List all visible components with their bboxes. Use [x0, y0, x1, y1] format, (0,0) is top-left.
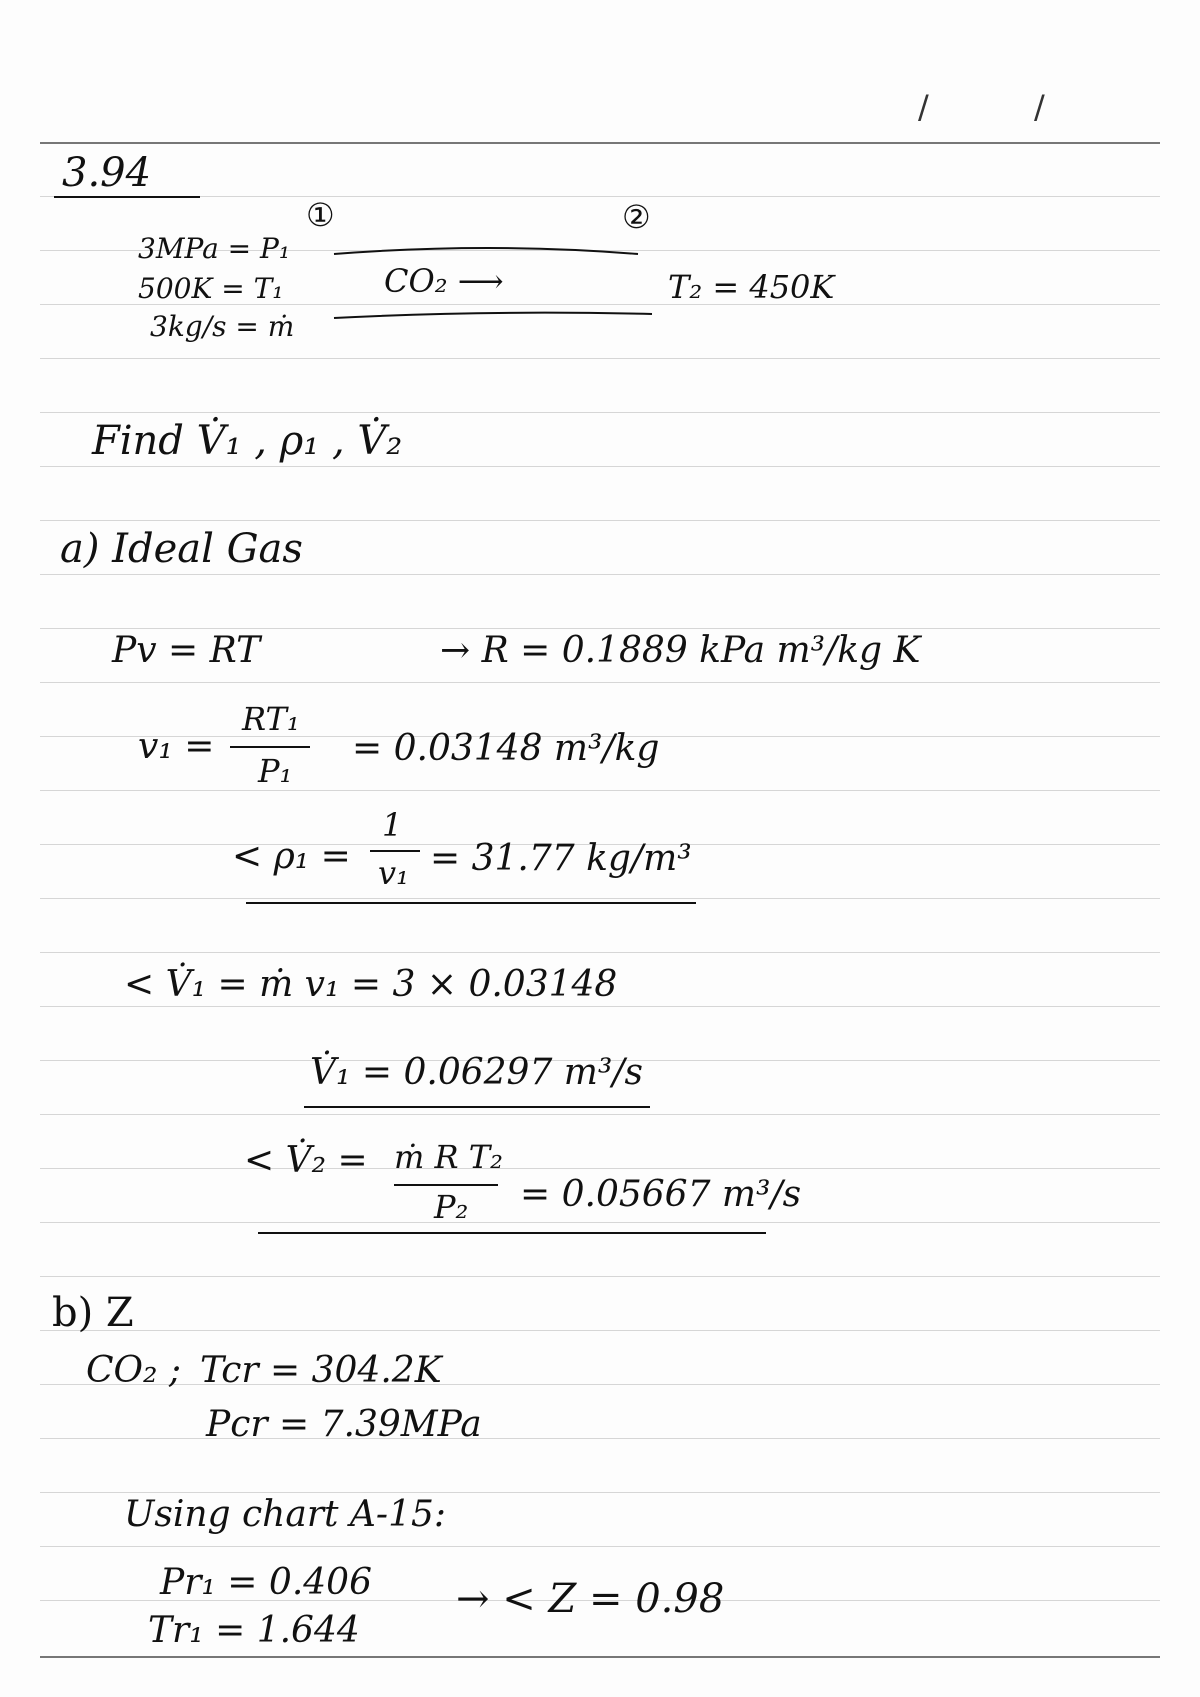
vdot1-underline	[304, 1106, 650, 1108]
rule-line	[40, 358, 1160, 359]
given-temperature: 500K = T₁	[138, 272, 284, 305]
vdot2-result: = 0.05667 m³/s	[520, 1174, 802, 1215]
rule-line	[40, 1492, 1160, 1493]
co2-label: CO₂ ;	[86, 1350, 182, 1391]
density-label: < ρ₁ =	[232, 836, 351, 877]
problem-number: 3.94	[62, 150, 152, 196]
vdot2-fraction-bar	[394, 1184, 498, 1186]
rule-line	[40, 574, 1160, 575]
rule-line	[40, 1330, 1160, 1331]
vdot2-numerator: ṁ R T₂	[394, 1138, 503, 1176]
rule-line	[40, 196, 1160, 197]
state2-marker: ②	[622, 198, 651, 236]
vdot2-underline	[258, 1232, 766, 1234]
rule-line	[40, 952, 1160, 953]
v1-numerator: RT₁	[242, 700, 300, 738]
state1-marker: ①	[306, 196, 335, 234]
find-statement: Find V̇₁ , ρ₁ , V̇₂	[92, 418, 403, 464]
v1-result: = 0.03148 m³/kg	[352, 728, 660, 769]
rule-line	[40, 412, 1160, 413]
flow-label: CO₂ ⟶	[384, 262, 504, 300]
rule-line	[40, 520, 1160, 521]
v1-label: v₁ =	[138, 726, 215, 767]
rule-line	[40, 1222, 1160, 1223]
critical-pressure: Pcr = 7.39MPa	[206, 1404, 482, 1445]
date-slash: /	[918, 88, 929, 126]
v1-denominator: P₁	[258, 752, 293, 790]
density-denominator: v₁	[378, 854, 409, 892]
given-pressure: 3MPa = P₁	[138, 232, 291, 265]
vdot1-equation: < V̇₁ = ṁ v₁ = 3 × 0.03148	[124, 964, 618, 1005]
reduced-pressure: Pr₁ = 0.406	[160, 1562, 372, 1603]
footer-rule	[40, 1656, 1160, 1658]
outlet-temperature: T₂ = 450K	[668, 268, 835, 306]
density-fraction-bar	[370, 850, 420, 852]
rule-line	[40, 682, 1160, 683]
density-numerator: 1	[382, 806, 403, 844]
compressibility-result: → < Z = 0.98	[456, 1576, 725, 1622]
v1-fraction-bar	[230, 746, 310, 748]
density-underline	[246, 902, 696, 904]
vdot2-label: < V̇₂ =	[244, 1140, 368, 1181]
rule-line	[40, 466, 1160, 467]
date-slash: /	[1034, 88, 1045, 126]
part-a-heading: a) Ideal Gas	[60, 526, 303, 572]
rule-line	[40, 628, 1160, 629]
chart-reference: Using chart A-15:	[124, 1494, 447, 1535]
rule-line	[40, 1546, 1160, 1547]
rule-line	[40, 1168, 1160, 1169]
problem-number-underline	[54, 196, 200, 198]
rule-line	[40, 1114, 1160, 1115]
gas-constant: → R = 0.1889 kPa m³/kg K	[440, 630, 921, 671]
ideal-gas-equation: Pv = RT	[112, 630, 261, 671]
critical-temperature: Tcr = 304.2K	[200, 1350, 442, 1391]
vdot1-result: V̇₁ = 0.06297 m³/s	[310, 1052, 643, 1093]
density-result: = 31.77 kg/m³	[430, 838, 692, 879]
reduced-temperature: Tr₁ = 1.644	[148, 1610, 360, 1651]
header-rule	[40, 142, 1160, 144]
rule-line	[40, 1276, 1160, 1277]
given-mass-flow: 3kg/s = ṁ	[150, 310, 295, 343]
rule-line	[40, 898, 1160, 899]
part-b-heading: b) Z	[52, 1290, 134, 1336]
rule-line	[40, 790, 1160, 791]
vdot2-denominator: P₂	[434, 1188, 469, 1226]
rule-line	[40, 1006, 1160, 1007]
